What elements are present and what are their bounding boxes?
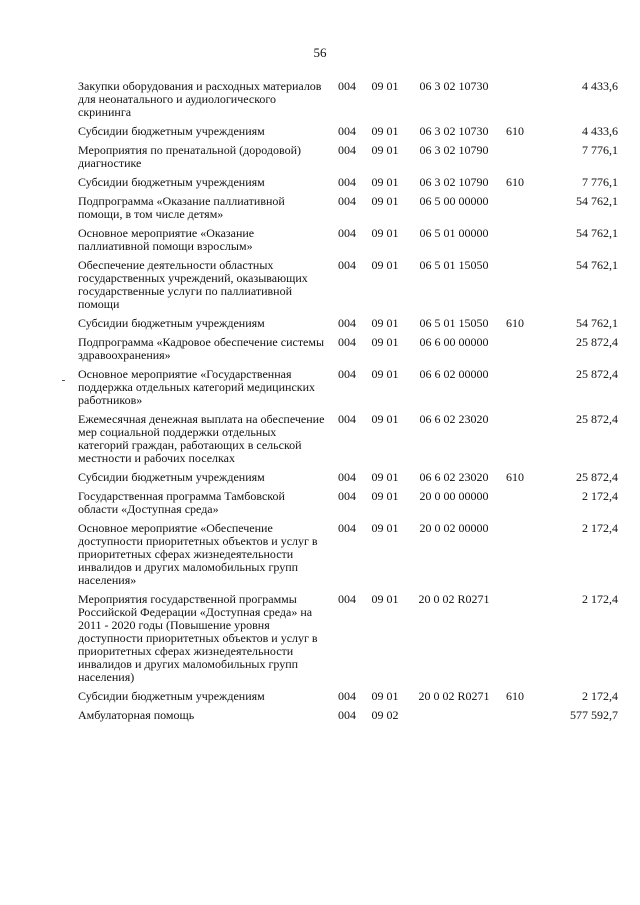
table-row: [78, 195, 618, 227]
row-name: Мероприятия по пренатальной (дородовой) диагностике: [78, 143, 301, 170]
row-name: Обеспечение деятельности областных государственных учреждений, оказывающих государственные услуги по паллиативной помощи: [78, 258, 308, 311]
row-section-code: 09 01: [371, 367, 399, 381]
row-section-code: 09 01: [371, 335, 399, 349]
row-section-code: 09 01: [371, 194, 399, 208]
row-amount: 54 762,1: [576, 258, 618, 272]
row-name: Подпрограмма «Кадровое обеспечение системы здравоохранения»: [78, 335, 325, 362]
row-target-code: 20 0 02 R0271: [418, 689, 490, 703]
row-target-code: 06 6 00 00000: [419, 335, 489, 349]
row-amount: 2 172,4: [582, 521, 618, 535]
row-ministry-code: 004: [338, 143, 356, 157]
row-name: Закупки оборудования и расходных материалов для неонатального и аудиологического скрининга: [78, 79, 322, 119]
row-amount: 577 592,7: [570, 708, 618, 722]
row-name: Субсидии бюджетным учреждениям: [78, 316, 265, 330]
row-target-code: 06 3 02 10730: [419, 124, 489, 138]
table-row: [78, 490, 618, 522]
row-target-code: [408, 709, 500, 728]
table-row: [78, 709, 618, 728]
row-amount: 7 776,1: [582, 143, 618, 157]
row-amount: 4 433,6: [582, 79, 618, 93]
row-expense-type: [500, 80, 530, 125]
row-amount: 4 433,6: [582, 124, 618, 138]
row-target-code: 06 6 02 23020: [419, 470, 489, 484]
row-target-code: 06 3 02 10730: [419, 79, 489, 93]
scan-mark: [62, 380, 65, 381]
table-row: [78, 259, 618, 317]
row-target-code: 06 3 02 10790: [419, 143, 489, 157]
row-target-code: 06 5 01 15050: [419, 316, 489, 330]
row-expense-type: 610: [506, 175, 524, 189]
budget-table: [78, 80, 618, 728]
row-amount: 25 872,4: [576, 412, 618, 426]
row-ministry-code: 004: [338, 708, 356, 722]
row-section-code: 09 01: [371, 689, 399, 703]
table-row: [78, 368, 618, 413]
row-expense-type: [500, 368, 530, 413]
row-section-code: 09 01: [371, 226, 399, 240]
row-name: Основное мероприятие «Обеспечение доступности приоритетных объектов и услуг в приоритетных сферах жизнедеятельности инвалидов и других маломобильных групп населения»: [78, 521, 318, 587]
row-section-code: 09 01: [371, 143, 399, 157]
row-name: Основное мероприятие «Государственная поддержка отдельных категорий медицинских работников»: [78, 367, 316, 407]
row-ministry-code: 004: [338, 592, 356, 606]
row-ministry-code: 004: [338, 335, 356, 349]
row-amount: 25 872,4: [576, 470, 618, 484]
row-ministry-code: 004: [338, 489, 356, 503]
budget-table-body: [78, 80, 618, 728]
row-amount: 2 172,4: [582, 689, 618, 703]
table-row: [78, 690, 618, 709]
row-expense-type: [500, 195, 530, 227]
row-amount: 25 872,4: [576, 335, 618, 349]
row-target-code: 20 0 02 00000: [419, 521, 489, 535]
row-section-code: 09 01: [371, 412, 399, 426]
row-expense-type: [500, 490, 530, 522]
row-name: Субсидии бюджетным учреждениям: [78, 124, 265, 138]
row-ministry-code: 004: [338, 226, 356, 240]
table-row: [78, 471, 618, 490]
row-target-code: 06 6 02 23020: [419, 412, 489, 426]
row-ministry-code: 004: [338, 470, 356, 484]
row-target-code: 20 0 00 00000: [419, 489, 489, 503]
table-row: [78, 593, 618, 690]
row-expense-type: [500, 522, 530, 593]
row-expense-type: [500, 227, 530, 259]
row-section-code: 09 01: [371, 316, 399, 330]
table-row: [78, 144, 618, 176]
row-expense-type: [500, 413, 530, 471]
table-row: [78, 125, 618, 144]
row-name: Государственная программа Тамбовской области «Доступная среда»: [78, 489, 285, 516]
row-expense-type: [500, 593, 530, 690]
row-section-code: 09 01: [371, 521, 399, 535]
row-ministry-code: 004: [338, 412, 356, 426]
row-section-code: 09 02: [371, 708, 399, 722]
row-ministry-code: 004: [338, 689, 356, 703]
row-amount: 25 872,4: [576, 367, 618, 381]
row-section-code: 09 01: [371, 592, 399, 606]
row-target-code: 06 6 02 00000: [419, 367, 489, 381]
table-row: [78, 176, 618, 195]
row-amount: 2 172,4: [582, 592, 618, 606]
row-target-code: 20 0 02 R0271: [418, 592, 490, 606]
row-target-code: 06 5 01 00000: [419, 226, 489, 240]
row-amount: 54 762,1: [576, 316, 618, 330]
row-ministry-code: 004: [338, 124, 356, 138]
row-name: Ежемесячная денежная выплата на обеспечение мер социальной поддержки отдельных категорий граждан, работающих в сельской местности и рабочих поселках: [78, 412, 325, 465]
row-name: Мероприятия государственной программы Российской Федерации «Доступная среда» на 2011 - 2020 годы (Повышение уровня доступности приоритетных объектов и услуг в приоритетных сферах жизнедеятельности инвалидов и других маломобильных групп населения): [78, 592, 318, 684]
row-expense-type: [500, 336, 530, 368]
row-expense-type: [500, 259, 530, 317]
row-target-code: 06 5 01 15050: [419, 258, 489, 272]
table-row: [78, 522, 618, 593]
row-target-code: 06 3 02 10790: [419, 175, 489, 189]
row-name: Амбулаторная помощь: [78, 708, 195, 722]
row-amount: 54 762,1: [576, 226, 618, 240]
row-ministry-code: 004: [338, 79, 356, 93]
row-section-code: 09 01: [371, 489, 399, 503]
row-target-code: 06 5 00 00000: [419, 194, 489, 208]
row-section-code: 09 01: [371, 470, 399, 484]
row-amount: 2 172,4: [582, 489, 618, 503]
row-expense-type: 610: [506, 316, 524, 330]
row-section-code: 09 01: [371, 79, 399, 93]
row-section-code: 09 01: [371, 258, 399, 272]
table-row: [78, 336, 618, 368]
row-ministry-code: 004: [338, 367, 356, 381]
page-number: 56: [313, 45, 327, 60]
table-row: [78, 80, 618, 125]
row-section-code: 09 01: [371, 124, 399, 138]
table-row: [78, 413, 618, 471]
row-amount: 54 762,1: [576, 194, 618, 208]
row-name: Основное мероприятие «Оказание паллиативной помощи взрослым»: [78, 226, 255, 253]
table-row: [78, 227, 618, 259]
row-ministry-code: 004: [338, 194, 356, 208]
row-ministry-code: 004: [338, 175, 356, 189]
row-section-code: 09 01: [371, 175, 399, 189]
row-name: Субсидии бюджетным учреждениям: [78, 175, 265, 189]
row-expense-type: 610: [506, 689, 524, 703]
table-row: [78, 317, 618, 336]
row-expense-type: [500, 709, 530, 728]
row-expense-type: [500, 144, 530, 176]
row-amount: 7 776,1: [582, 175, 618, 189]
row-name: Субсидии бюджетным учреждениям: [78, 689, 265, 703]
row-expense-type: 610: [506, 124, 524, 138]
row-name: Субсидии бюджетным учреждениям: [78, 470, 265, 484]
row-ministry-code: 004: [338, 316, 356, 330]
row-expense-type: 610: [506, 470, 524, 484]
row-name: Подпрограмма «Оказание паллиативной помощи, в том числе детям»: [78, 194, 285, 221]
row-ministry-code: 004: [338, 521, 356, 535]
row-ministry-code: 004: [338, 258, 356, 272]
